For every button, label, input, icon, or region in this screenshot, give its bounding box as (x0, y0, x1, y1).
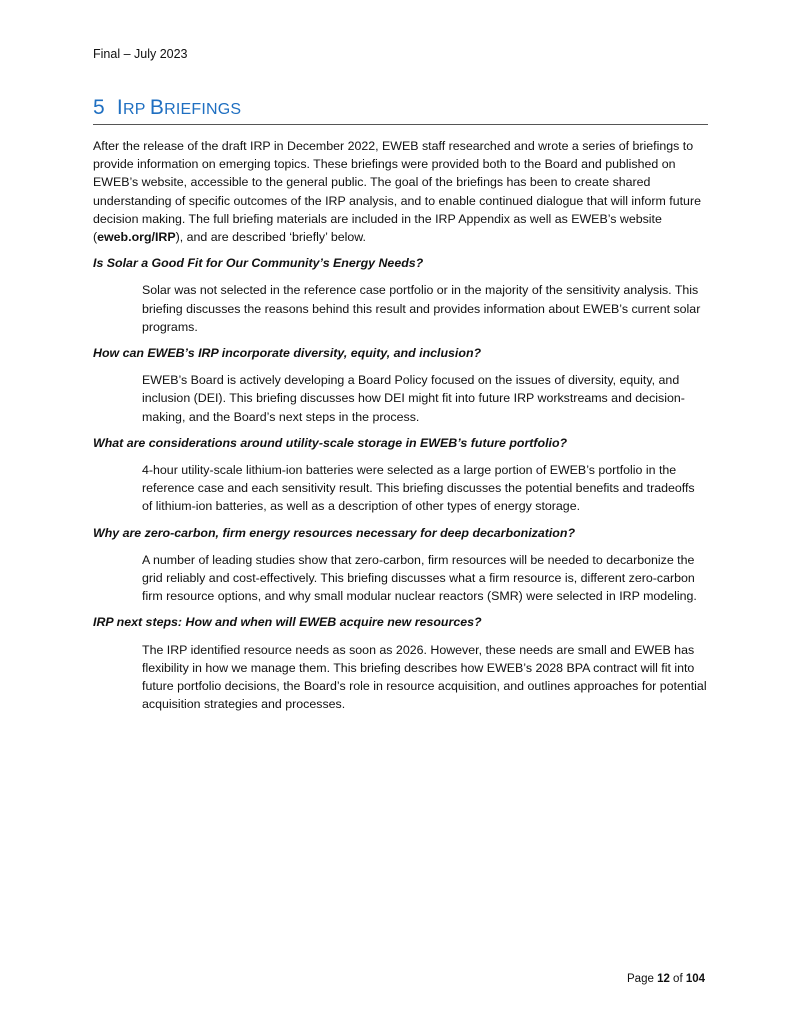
intro-text-before: After the release of the draft IRP in December 2022, EWEB staff researched and wrote a series of briefings to provide information on emerging topics. These briefings were provided both to the Board and published on EWEB’s website, accessible to the general public. The goal of the briefings has been to create shared understanding of specific outcomes of the IRP analysis, and to enable continued dialogue that will inform future decision making. The full briefing materials are included in the IRP Appendix as well as EWEB’s website ( (93, 139, 701, 245)
briefing-item (93, 434, 708, 516)
briefing-title: Why are zero-carbon, firm energy resources necessary for deep decarbonization? (93, 525, 576, 540)
section-title-part-1: RP (122, 101, 150, 118)
page-of: of (669, 973, 686, 985)
briefing-item (93, 344, 708, 426)
briefing-title: Is Solar a Good Fit for Our Community’s Energy Needs? (93, 256, 424, 271)
intro-paragraph (93, 137, 708, 246)
briefing-title: What are considerations around utility-scale storage in EWEB’s future portfolio? (93, 435, 568, 450)
section-title-part-2: RIEFINGS (164, 101, 242, 118)
briefing-description: Solar was not selected in the reference case portfolio or in the majority of the sensitivity analysis. This briefing discusses the reasons behind this result and provides information about EWEB’s current solar programs. (142, 283, 701, 334)
briefing-title: How can EWEB’s IRP incorporate diversity, equity, and inclusion? (93, 346, 482, 361)
briefing-item (93, 524, 708, 606)
briefing-title: IRP next steps: How and when will EWEB acquire new resources? (93, 615, 482, 630)
section-title-letter-1: I (116, 96, 123, 119)
page-prefix: Page (627, 973, 658, 985)
briefing-description: The IRP identified resource needs as soon as 2026. However, these needs are small and EWEB has flexibility in how we manage them. This briefing describes how EWEB’s 2028 BPA contract will fit into future portfolio decisions, the Board’s role in resource acquisition, and outlines approaches for potential acquisition strategies and processes. (142, 642, 707, 712)
briefing-description: EWEB’s Board is actively developing a Board Policy focused on the issues of diversity, equity, and inclusion (DEI). This briefing discusses how DEI might fit into future IRP workstreams and decision-making, and the Board’s next steps in the process. (142, 373, 685, 424)
section-title-letter-2: B (149, 96, 165, 119)
intro-text-after: ), and are described ‘briefly’ below. (175, 230, 366, 245)
total-pages: 104 (685, 973, 706, 985)
briefing-description: 4-hour utility-scale lithium-ion batteries were selected as a large portion of EWEB’s portfolio in the reference case and each sensitivity result. This briefing discusses the potential benefits and tradeoffs of lithium-ion batteries, as well as a description of other types of energy storage. (142, 463, 695, 514)
briefing-description: A number of leading studies show that zero-carbon, firm resources will be needed to decarbonize the grid reliably and cost-effectively. This briefing discusses what a firm resource is, different zero-carbon firm resource options, and why small modular nuclear reactors (SMR) were selected in IRP modeling. (142, 552, 697, 604)
page-number (627, 973, 705, 985)
current-page: 12 (657, 973, 670, 985)
section-heading (93, 96, 708, 125)
page-header: Final – July 2023 (93, 47, 188, 61)
briefing-item (93, 254, 708, 336)
section-number: 5 (93, 96, 105, 119)
document-body (93, 137, 708, 721)
eweb-irp-link[interactable]: eweb.org/IRP (97, 230, 176, 245)
briefing-item (93, 613, 708, 713)
